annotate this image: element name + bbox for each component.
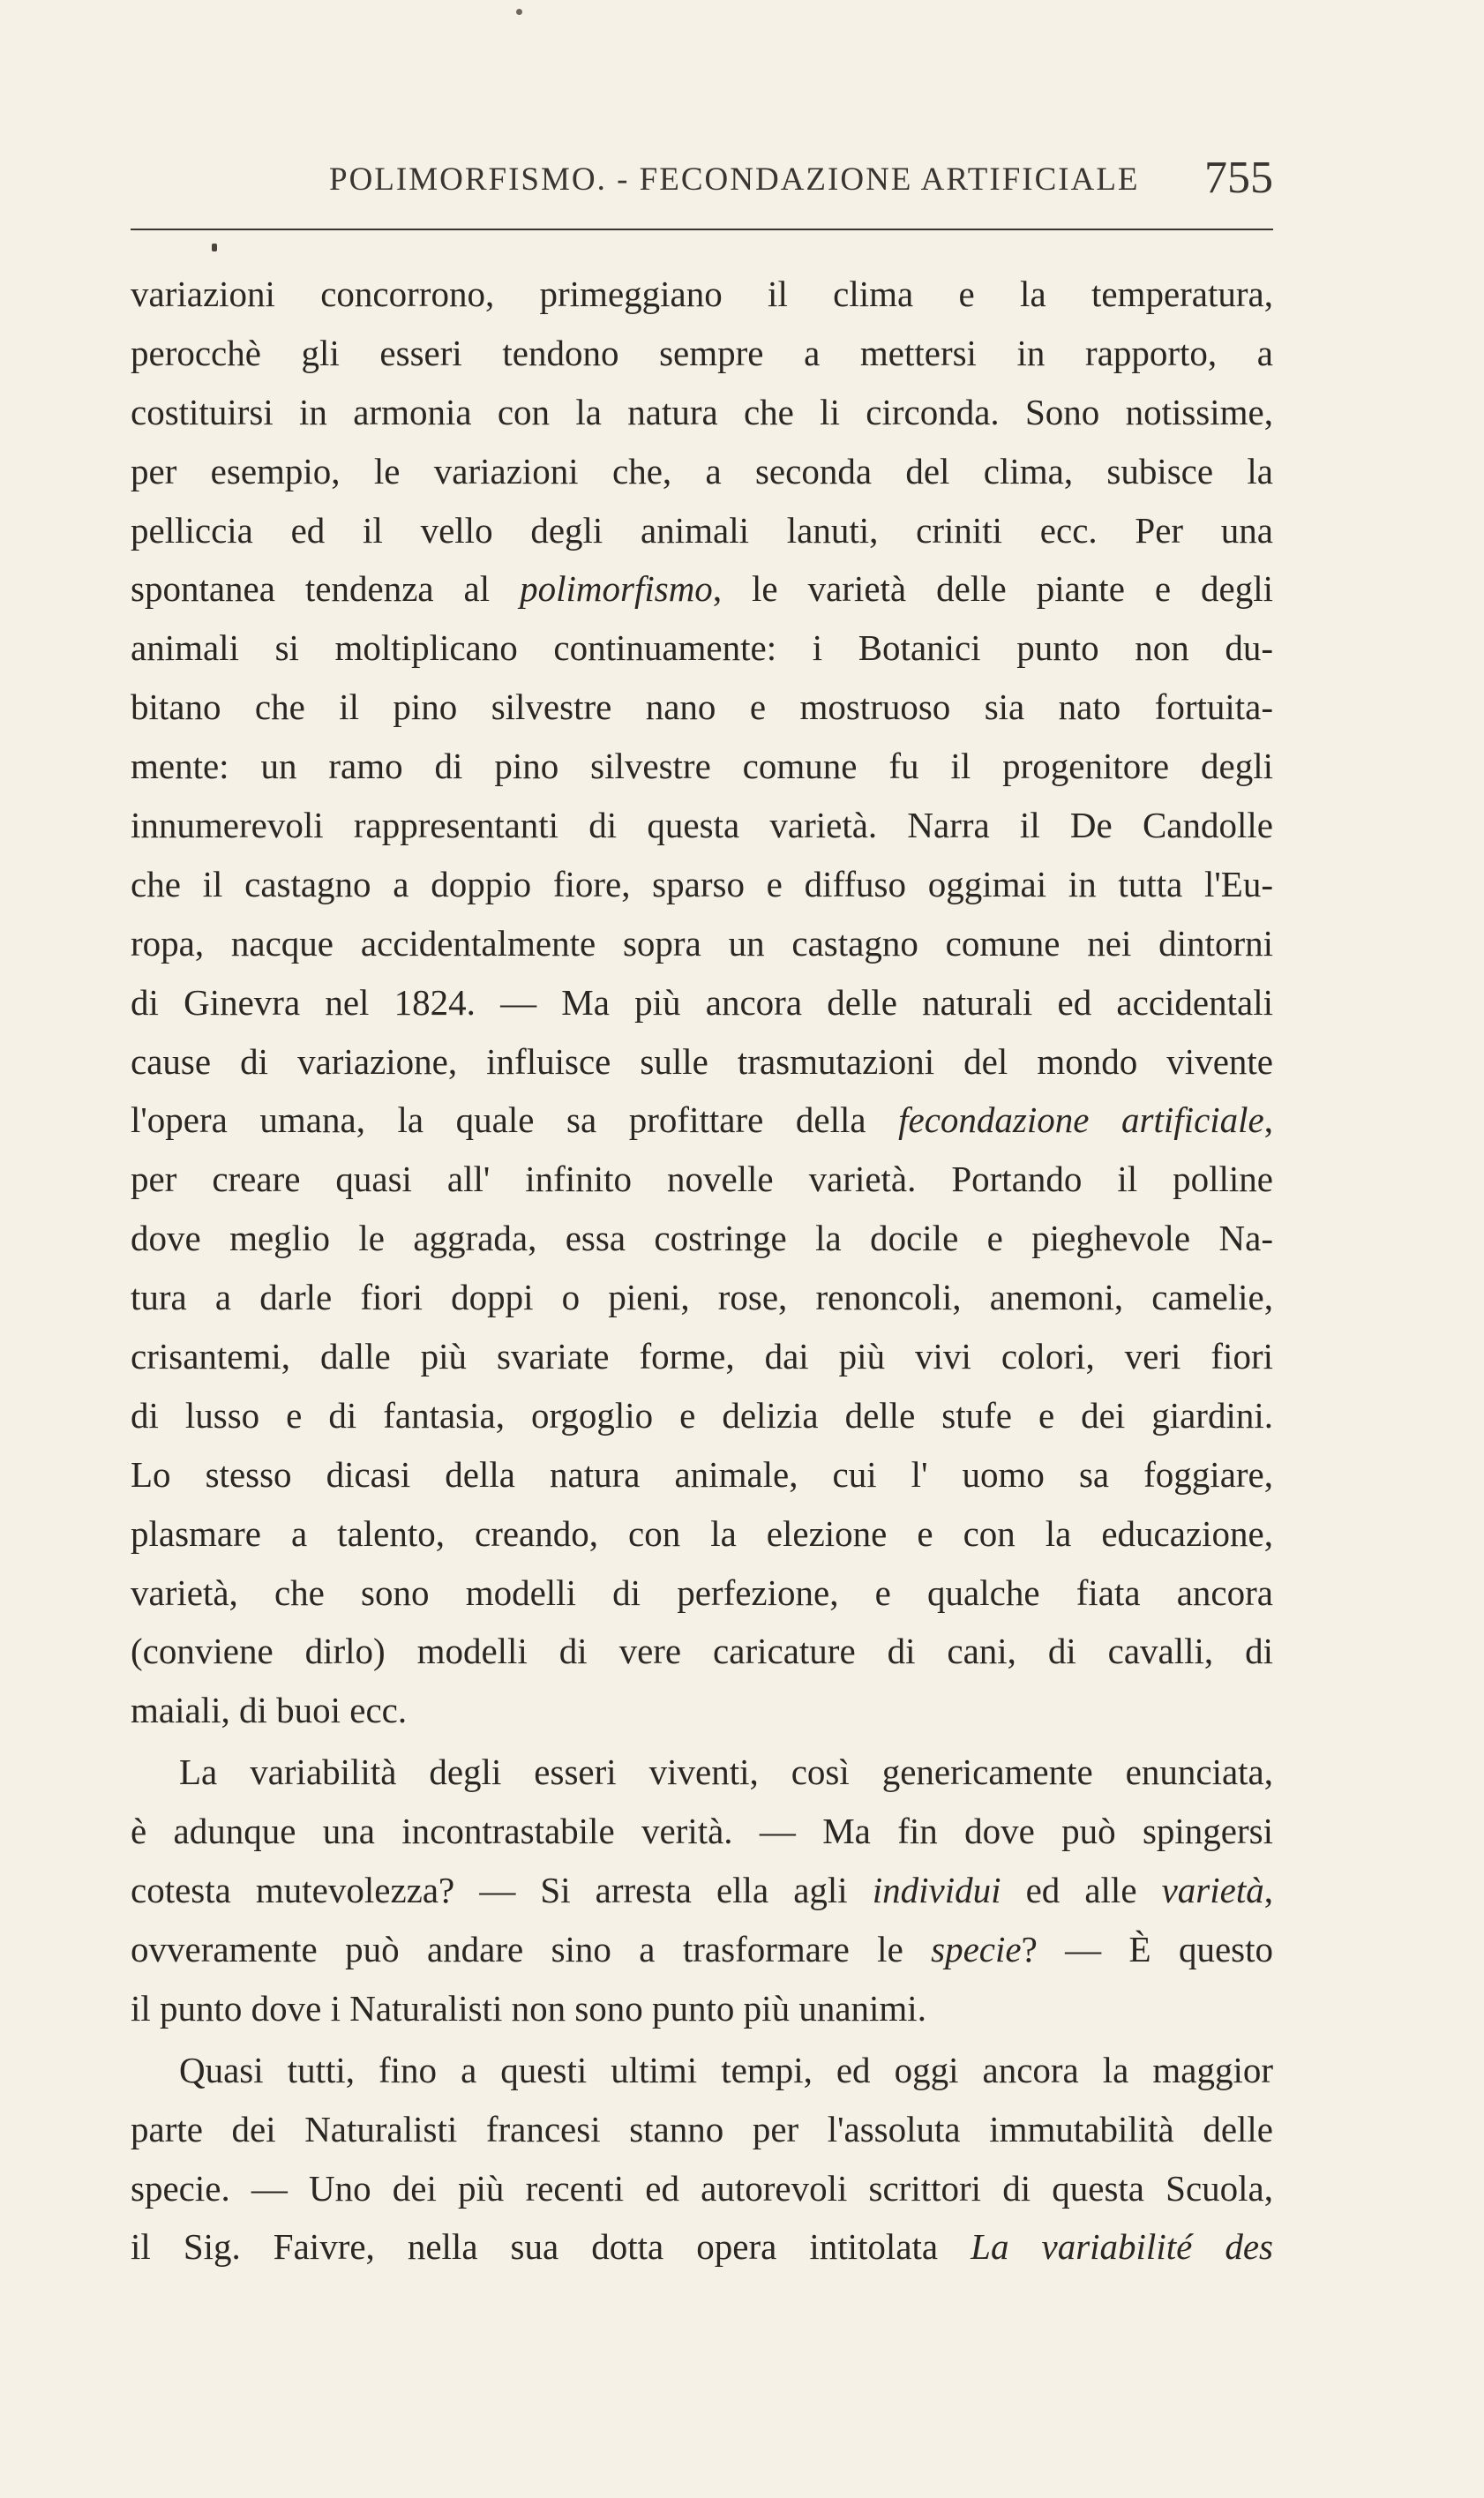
text-segment: di lusso e di fantasia, orgoglio e delizia delle stufe e dei giardini. [131, 1394, 1273, 1436]
text-segment: cotesta mutevolezza? — Si arresta ella agli [131, 1870, 873, 1911]
italic-text: fecondazione artificiale [898, 1099, 1264, 1141]
text-line [131, 1091, 1273, 1150]
page-header [131, 153, 1273, 231]
text-line [131, 973, 1273, 1032]
text-line [131, 1445, 1273, 1504]
text-line [131, 1743, 1273, 1802]
text-segment: , le varietà delle piante e degli [712, 568, 1273, 610]
text-line [131, 678, 1273, 737]
text-segment: , [1263, 1099, 1273, 1141]
text-line [131, 1327, 1273, 1386]
text-line [131, 1920, 1273, 1979]
italic-text: specie [931, 1928, 1022, 1969]
text-line [131, 2159, 1273, 2218]
text-line [131, 1268, 1273, 1327]
ink-speck [516, 9, 522, 15]
text-line [131, 2217, 1273, 2277]
text-line [131, 265, 1273, 324]
text-line [131, 383, 1273, 442]
text-segment: ? — È questo [1021, 1928, 1273, 1969]
text-segment: ovveramente può andare sino a trasformare le [131, 1928, 932, 1969]
text-segment: è adunque una incontrastabile verità. — Ma fin dove può spingersi [131, 1811, 1273, 1852]
running-title: POLIMORFISMO. - FECONDAZIONE ARTIFICIALE [329, 161, 1140, 198]
text-segment: parte dei Naturalisti francesi stanno per l'assoluta immutabilità delle [131, 2108, 1273, 2149]
text-segment: ropa, nacque accidentalmente sopra un castagno comune nei dintorni [131, 922, 1273, 964]
text-line [131, 1979, 1273, 2038]
text-line [131, 855, 1273, 914]
text-line [131, 1209, 1273, 1268]
text-segment: tura a darle fiori doppi o pieni, rose, renoncoli, anemoni, camelie, [131, 1277, 1273, 1318]
text-segment: variazioni concorrono, primeggiano il clima e la temperatura, [131, 274, 1273, 314]
text-segment: l'opera umana, la quale sa profittare della [131, 1099, 899, 1141]
text-segment: mente: un ramo di pino silvestre comune fu il progenitore degli [131, 746, 1273, 787]
text-line [131, 501, 1273, 560]
text-line [131, 1032, 1273, 1091]
text-segment: di Ginevra nel 1824. — Ma più ancora delle naturali ed accidentali [131, 981, 1273, 1023]
text-segment: bitano che il pino silvestre nano e mostruoso sia nato fortuita- [131, 686, 1273, 728]
text-line [131, 737, 1273, 796]
text-segment: (conviene dirlo) modelli di vere caricature di cani, di cavalli, di [131, 1631, 1273, 1672]
text-line [131, 1504, 1273, 1564]
ink-dot [212, 244, 217, 251]
text-segment: maiali, di buoi ecc. [131, 1690, 408, 1731]
text-segment: animali si moltiplicano continuamente: i Botanici punto non du- [131, 627, 1273, 669]
header-rule [131, 229, 1273, 230]
text-line [131, 2100, 1273, 2159]
text-segment: per esempio, le variazioni che, a seconda del clima, subisce la [131, 450, 1273, 491]
text-segment: perocchè gli esseri tendono sempre a mettersi in rapporto, a [131, 332, 1273, 373]
text-segment: dove meglio le aggrada, essa costringe la docile e pieghevole Na- [131, 1218, 1273, 1259]
text-line [131, 442, 1273, 501]
page-number: 755 [1204, 153, 1273, 203]
text-line [131, 796, 1273, 855]
text-line [131, 619, 1273, 678]
text-line [131, 914, 1273, 973]
italic-text: polimorfismo [520, 568, 713, 610]
text-segment: ed alle [1001, 1870, 1162, 1911]
text-line [131, 1681, 1273, 1740]
text-line [131, 1622, 1273, 1681]
text-segment: cause di variazione, influisce sulle trasmutazioni del mondo vivente [131, 1040, 1273, 1082]
italic-text: La variabilité des [971, 2226, 1273, 2268]
text-segment: plasmare a talento, creando, con la elezione e con la educazione, [131, 1512, 1273, 1554]
italic-text: individui [872, 1870, 1001, 1911]
text-line [131, 1150, 1273, 1209]
text-segment: il punto dove i Naturalisti non sono punto più unanimi. [131, 1987, 926, 2029]
text-segment: Lo stesso dicasi della natura animale, cui l' uomo sa foggiare, [131, 1453, 1273, 1495]
text-line [131, 1802, 1273, 1861]
italic-text: varietà [1161, 1870, 1264, 1911]
text-segment: La variabilità degli esseri viventi, così genericamente enunciata, [179, 1752, 1273, 1793]
text-segment: varietà, che sono modelli di perfezione, e qualche fiata ancora [131, 1572, 1273, 1613]
body-text [131, 265, 1273, 2277]
text-line [131, 1564, 1273, 1623]
text-line [131, 324, 1273, 383]
text-line [131, 1386, 1273, 1445]
text-segment: pelliccia ed il vello degli animali lanuti, criniti ecc. Per una [131, 509, 1273, 551]
text-segment: Quasi tutti, fino a questi ultimi tempi, ed oggi ancora la maggior [179, 2049, 1273, 2090]
text-line [131, 1861, 1273, 1920]
text-segment: costituirsi in armonia con la natura che li circonda. Sono notissime, [131, 391, 1273, 432]
text-segment: innumerevoli rappresentanti di questa varietà. Narra il De Candolle [131, 805, 1273, 846]
text-segment: per creare quasi all' infinito novelle varietà. Portando il polline [131, 1159, 1273, 1200]
text-segment: il Sig. Faivre, nella sua dotta opera intitolata [131, 2226, 971, 2268]
text-segment: crisantemi, dalle più svariate forme, dai più vivi colori, veri fiori [131, 1336, 1273, 1377]
text-segment: che il castagno a doppio fiore, sparso e diffuso oggimai in tutta l'Eu- [131, 863, 1273, 904]
text-line [131, 2041, 1273, 2100]
text-segment: specie. — Uno dei più recenti ed autorevoli scrittori di questa Scuola, [131, 2167, 1273, 2209]
text-segment: , [1263, 1870, 1273, 1911]
text-line [131, 559, 1273, 619]
text-segment: spontanea tendenza al [131, 568, 521, 610]
